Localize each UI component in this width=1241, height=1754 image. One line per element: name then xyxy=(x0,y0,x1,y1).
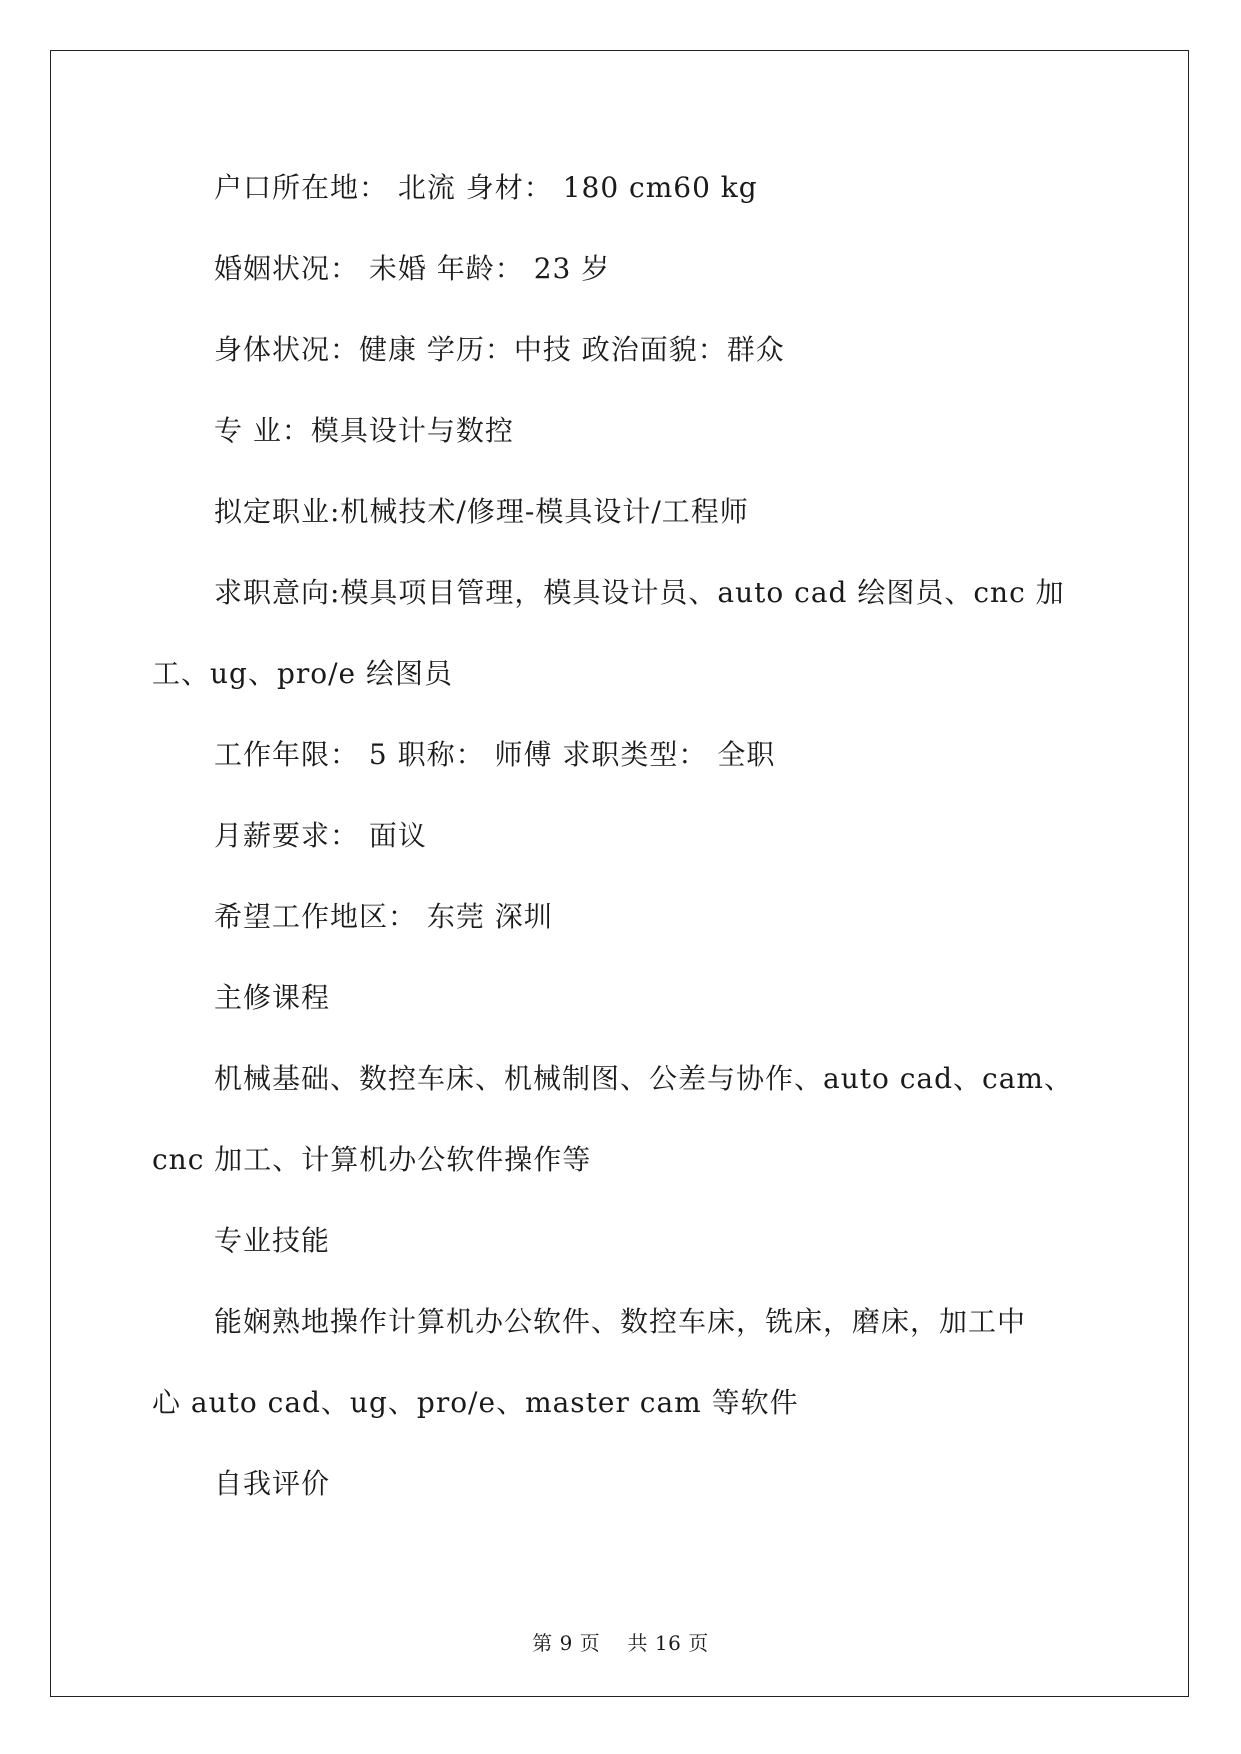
section-heading: 自我评价 xyxy=(214,1467,331,1500)
text-line: 身体状况：健康 学历：中技 政治面貌：群众 xyxy=(214,333,785,366)
text-line: 婚姻状况： 未婚 年龄： 23 岁 xyxy=(214,252,611,285)
text-line: cnc 加工、计算机办公软件操作等 xyxy=(152,1143,592,1176)
text-line: 心 auto cad、ug、pro/e、master cam 等软件 xyxy=(152,1386,799,1419)
page-number-footer: 第 9 页 共 16 页 xyxy=(532,1631,709,1655)
text-line: 求职意向:模具项目管理，模具设计员、auto cad 绘图员、cnc 加 xyxy=(214,576,1065,609)
section-heading: 专业技能 xyxy=(214,1224,331,1257)
text-line: 户口所在地： 北流 身材： 180 cm60 kg xyxy=(214,171,758,204)
document-body xyxy=(152,168,1092,1545)
text-line: 拟定职业:机械技术/修理-模具设计/工程师 xyxy=(214,495,749,528)
text-line: 希望工作地区： 东莞 深圳 xyxy=(214,900,553,933)
section-heading: 主修课程 xyxy=(214,981,331,1014)
text-line: 机械基础、数控车床、机械制图、公差与协作、auto cad、cam、 xyxy=(214,1062,1073,1095)
text-line: 工作年限： 5 职称： 师傅 求职类型： 全职 xyxy=(214,738,776,771)
text-line: 工、ug、pro/e 绘图员 xyxy=(152,657,454,690)
text-line: 月薪要求： 面议 xyxy=(214,819,427,852)
text-line: 能娴熟地操作计算机办公软件、数控车床，铣床，磨床，加工中 xyxy=(214,1305,1027,1338)
text-line: 专 业：模具设计与数控 xyxy=(214,414,514,447)
